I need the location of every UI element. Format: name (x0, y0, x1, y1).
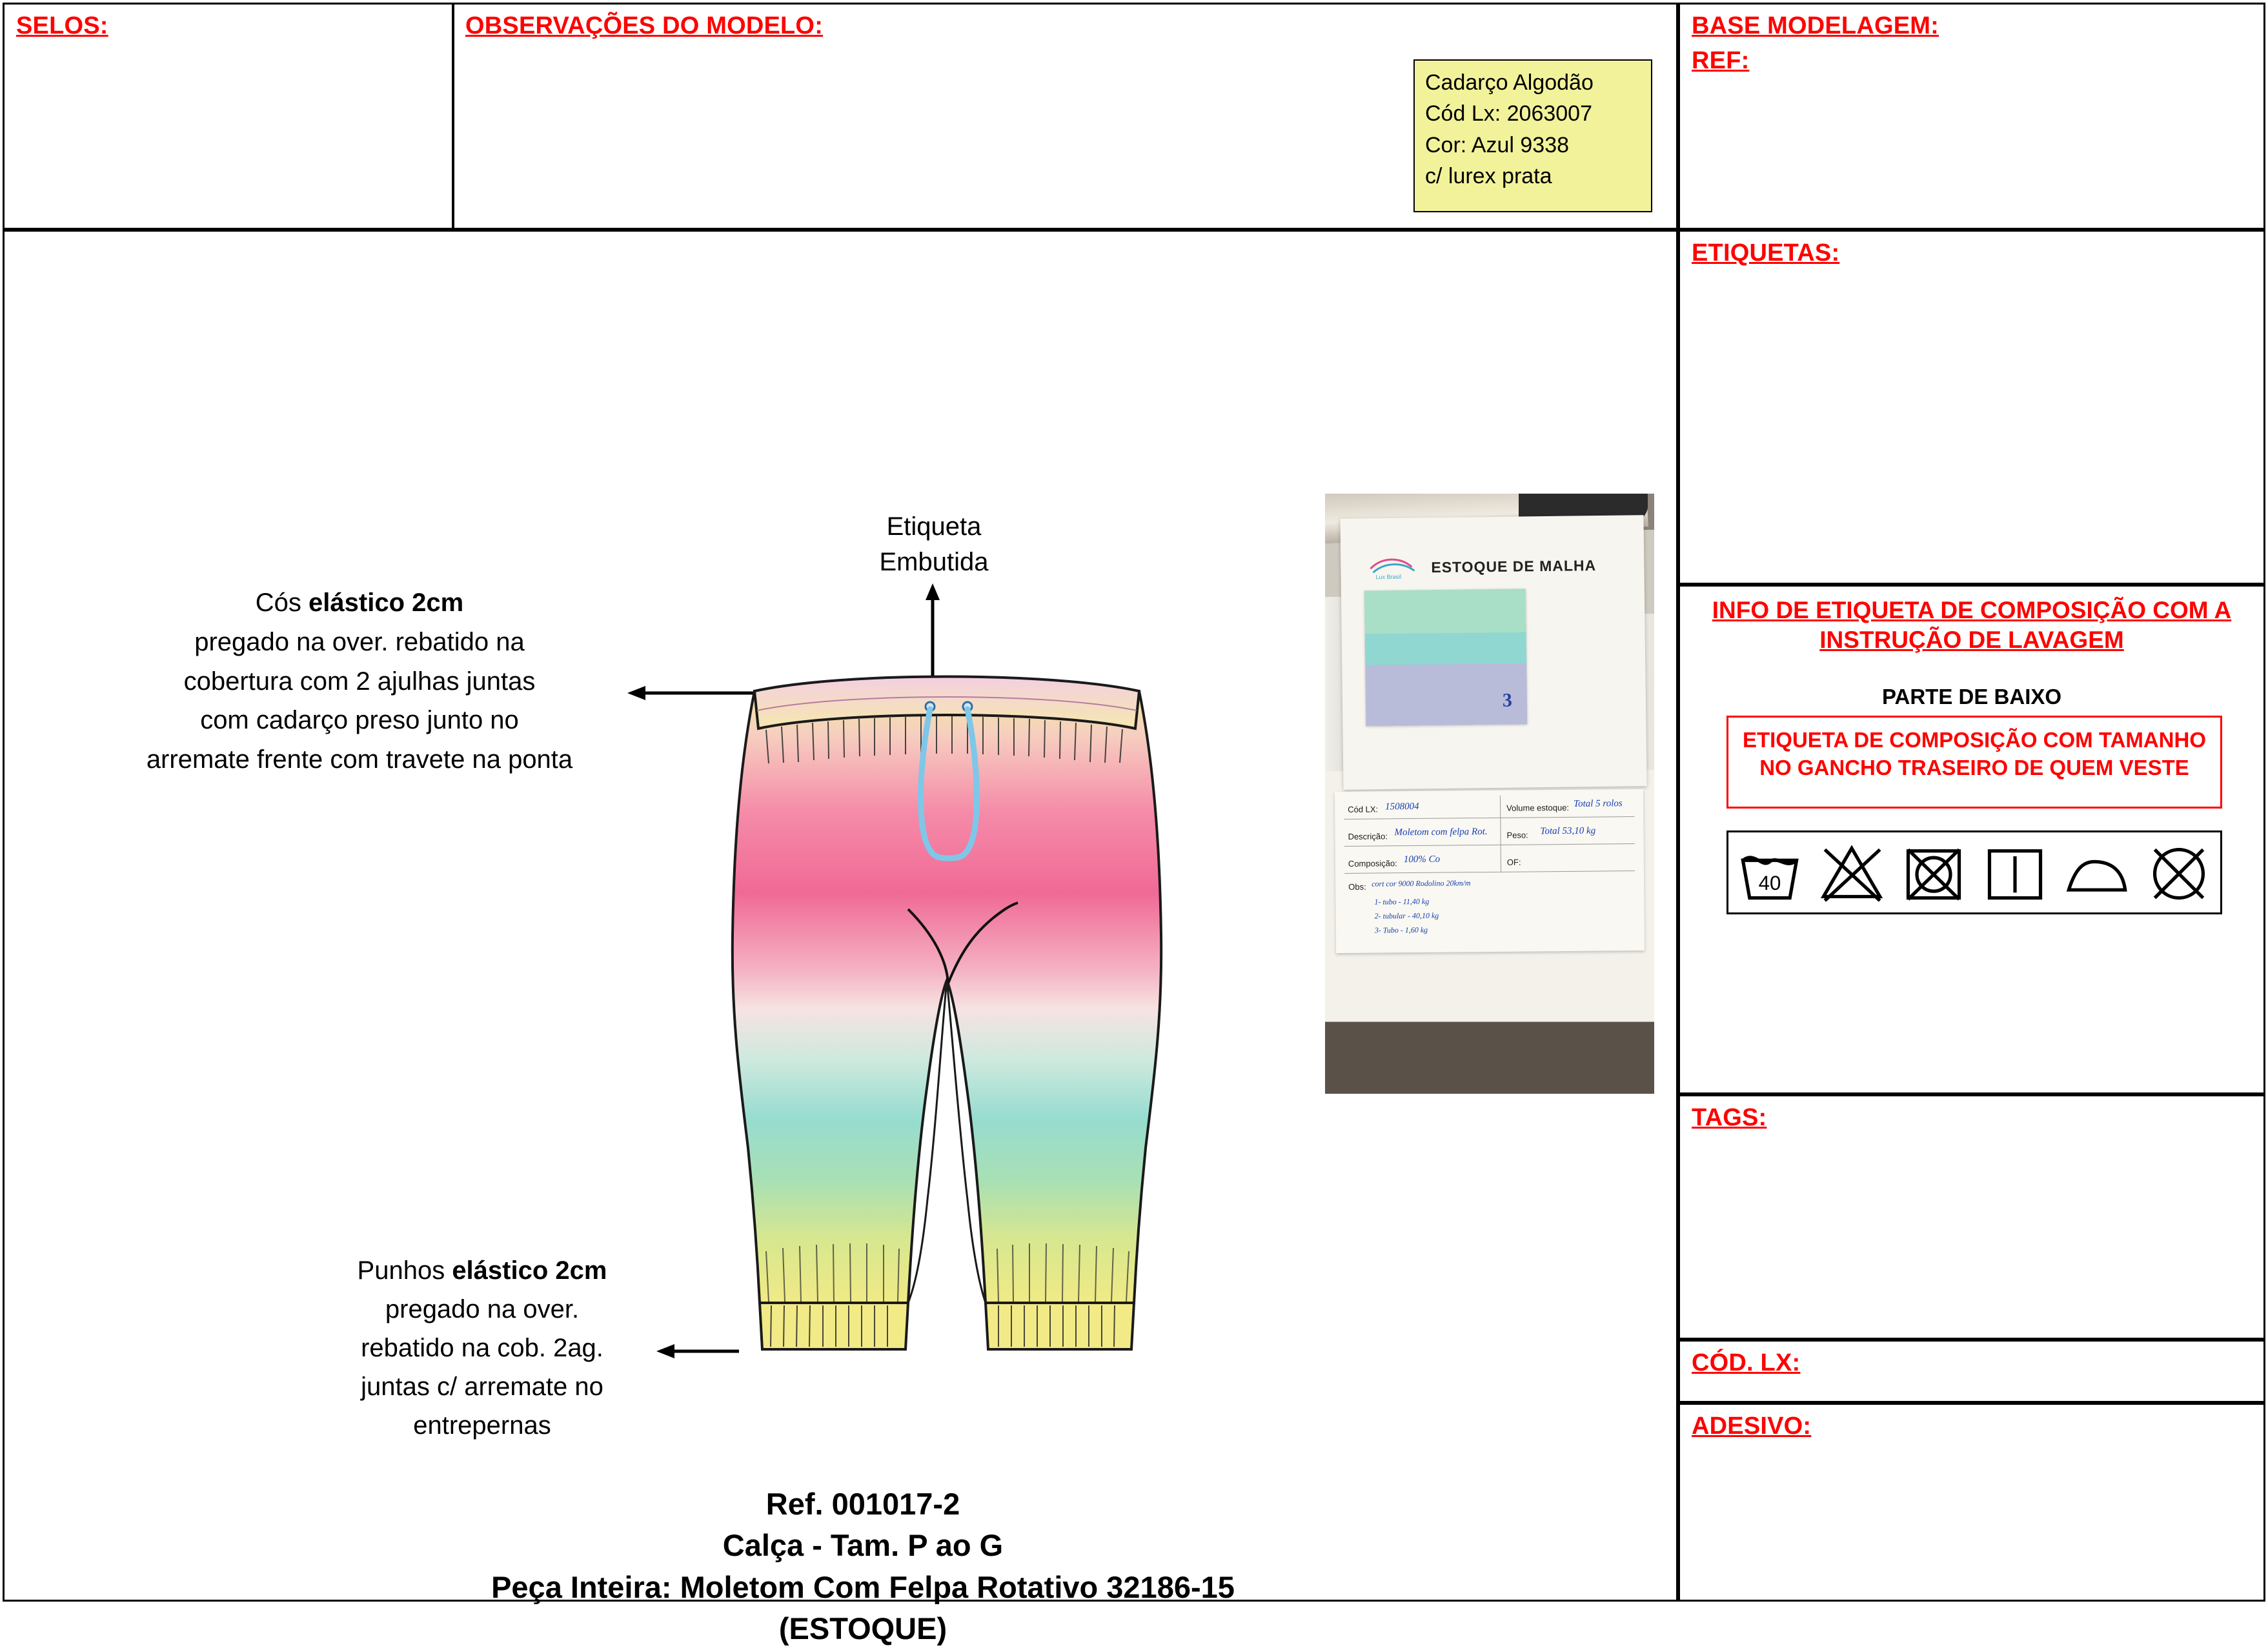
cod-lx-box (1678, 1340, 2265, 1403)
fabric-stock-photo (1325, 494, 1654, 1094)
swatch-number: 3 (1502, 689, 1513, 711)
tags-box (1678, 1094, 2265, 1340)
punhos-line-4: juntas c/ arremate no (361, 1373, 603, 1401)
etiquetas-box (1678, 230, 2265, 585)
reference-number: Ref. 001017-2 (765, 1487, 960, 1521)
etiqueta-embutida-line-2: Embutida (879, 548, 989, 577)
wash-temperature: 40 (1758, 872, 1781, 895)
cos-line-4: com cadarço preso junto no (200, 706, 519, 735)
cadarco-line-3: Cor: Azul 9338 (1425, 132, 1570, 157)
drawing-area (3, 230, 1678, 1646)
cos-annotation (37, 583, 682, 780)
cadarco-line-2: Cód Lx: 2063007 (1425, 101, 1592, 126)
cos-line-1-prefix: Cós (255, 589, 309, 617)
reference-block (250, 1484, 1476, 1650)
ref-label: REF: (1692, 47, 1750, 74)
reference-sizes: Calça - Tam. P ao G (722, 1528, 1004, 1563)
do-not-bleach-icon (1817, 839, 1887, 906)
punhos-line-1 (276, 1251, 689, 1290)
care-symbols-row (1726, 830, 2222, 914)
etiquetas-label: ETIQUETAS: (1692, 239, 1840, 267)
form-obs-line-2: 2- tubular - 40,10 kg (1374, 911, 1439, 921)
photo-header-text: ESTOQUE DE MALHA (1431, 557, 1597, 576)
wash-40-icon (1735, 839, 1805, 906)
form-codlx-label: Cód LX: (1348, 804, 1379, 814)
form-composicao-value: 100% Co (1403, 854, 1441, 865)
stock-form (1335, 789, 1645, 953)
base-modelagem-box (1678, 3, 2265, 230)
adesivo-box (1678, 1403, 2265, 1602)
punhos-annotation (276, 1251, 689, 1445)
do-not-dry-clean-icon (2144, 839, 2214, 906)
form-descricao-label: Descrição: (1348, 831, 1388, 841)
selos-box (3, 3, 454, 230)
drip-dry-icon (1980, 839, 2050, 906)
cos-line-2: pregado na over. rebatido na (194, 627, 525, 656)
cadarco-note (1413, 59, 1652, 212)
info-etiqueta-title: INFO DE ETIQUETA DE COMPOSIÇÃO COM A INSTRUÇÃO DE LAVAGEM (1712, 597, 2232, 654)
cos-line-3: cobertura com 2 ajulhas juntas (183, 667, 536, 696)
svg-text:Lux Brasil: Lux Brasil (1375, 573, 1402, 581)
cos-line-1 (37, 583, 682, 623)
etiqueta-embutida-line-1: Etiqueta (886, 512, 982, 541)
selos-label: SELOS: (16, 12, 108, 39)
iron-low-icon (2062, 839, 2132, 906)
adesivo-label: ADESIVO: (1692, 1413, 1812, 1440)
punhos-line-1-strong: elástico 2cm (452, 1256, 607, 1285)
cadarco-line-1: Cadarço Algodão (1425, 70, 1594, 95)
observacoes-label: OBSERVAÇÕES DO MODELO: (465, 12, 824, 39)
form-obs-line-1: 1- tubo - 11,40 kg (1374, 896, 1430, 907)
form-codlx-value: 1508004 (1385, 801, 1419, 812)
form-composicao-label: Composição: (1348, 858, 1397, 869)
cos-line-1-strong: elástico 2cm (309, 589, 464, 617)
brand-logo-icon (1365, 551, 1437, 580)
parte-de-baixo-label: PARTE DE BAIXO (1881, 685, 2062, 709)
form-peso-value: Total 53,10 kg (1540, 825, 1596, 837)
etiqueta-composicao-note: ETIQUETA DE COMPOSIÇÃO COM TAMANHO NO GANCHO TRASEIRO DE QUEM VESTE (1726, 716, 2222, 809)
form-obs-label: Obs: (1348, 881, 1366, 892)
info-etiqueta-box (1678, 585, 2265, 1094)
punhos-line-5: entrepernas (413, 1411, 551, 1440)
reference-fabric: Peça Inteira: Moletom Com Felpa Rotativo 32186-15 (491, 1569, 1235, 1604)
punhos-line-1-prefix: Punhos (357, 1256, 452, 1285)
form-peso-label: Peso: (1506, 830, 1528, 840)
cod-lx-label: CÓD. LX: (1692, 1349, 1801, 1376)
do-not-tumble-dry-icon (1899, 839, 1969, 906)
cadarco-line-4: c/ lurex prata (1425, 163, 1552, 188)
punhos-line-2: pregado na over. (385, 1295, 580, 1323)
form-descricao-value: Moletom com felpa Rot. (1394, 827, 1488, 838)
reference-stock: (ESTOQUE) (778, 1611, 947, 1646)
tags-label: TAGS: (1692, 1104, 1767, 1131)
form-volume-label: Volume estoque: (1506, 802, 1570, 813)
cos-line-5: arremate frente com travete na ponta (146, 745, 573, 774)
base-modelagem-label: BASE MODELAGEM: (1692, 12, 1939, 39)
form-obs-line-3: 3- Tubo - 1,60 kg (1374, 925, 1428, 935)
etiqueta-embutida-annotation (831, 509, 1037, 580)
punhos-line-3: rebatido na cob. 2ag. (361, 1334, 603, 1362)
form-of-label: OF: (1506, 857, 1521, 867)
form-volume-value: Total 5 rolos (1574, 798, 1623, 809)
pants-illustration (714, 632, 1179, 1380)
form-obs-value: cort cor 9000 Rodolino 20km/m (1372, 878, 1471, 889)
